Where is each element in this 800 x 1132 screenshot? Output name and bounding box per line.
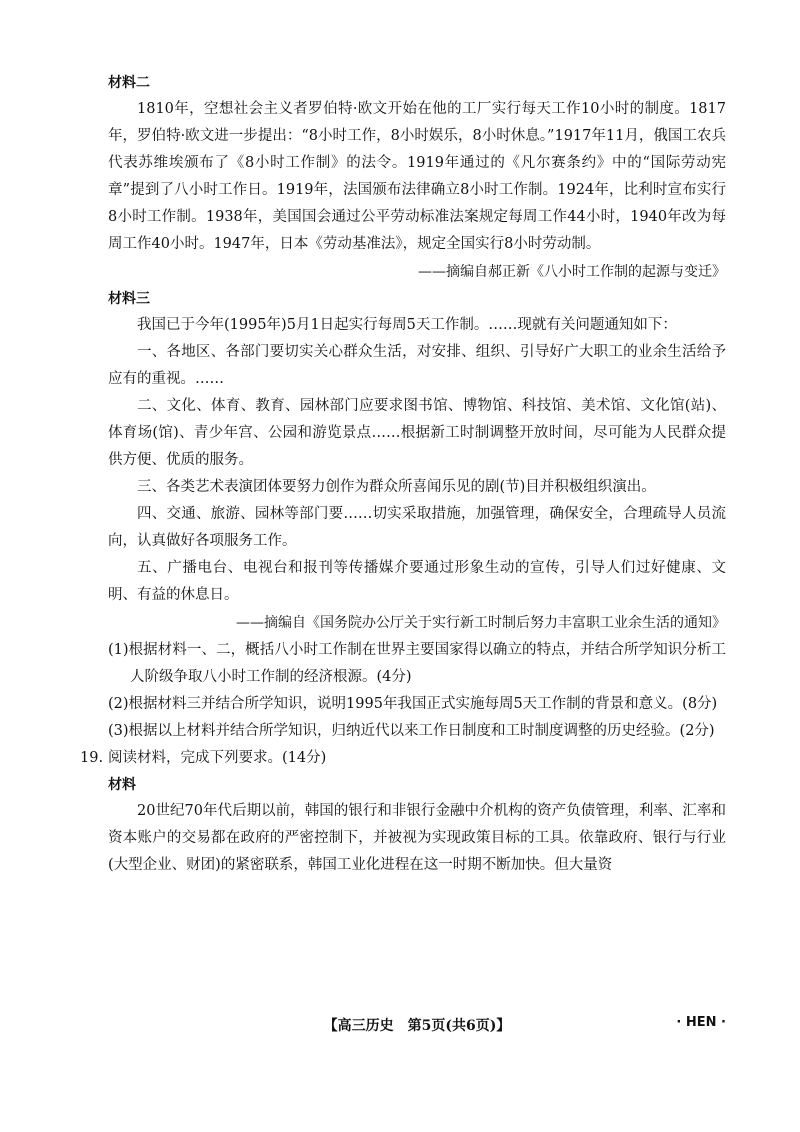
question-19-material-paragraph: 20世纪70年代后期以前，韩国的银行和非银行金融中介机构的资产负债管理，利率、汇率和资本账户的交易都在政府的严密控制下，并被视为实现政策目标的工具。依靠政府、银行与行业(大型企业、财团)的紧密联系，韩国工业化进程在这一时期不断加快。但大量资 (108, 803, 726, 873)
question-3: (3)根据以上材料并结合所学知识，归纳近代以来工作日制度和工时制度调整的历史经验。(2分) (108, 723, 715, 739)
page-footer (108, 1015, 726, 1039)
footer-code: · HEN · (676, 1015, 726, 1030)
page-content (80, 70, 726, 879)
question-19-prompt: 阅读材料，完成下列要求。(14分) (108, 750, 327, 766)
material2-heading: 材料二 (108, 75, 150, 91)
material2-paragraph: 1810年，空想社会主义者罗伯特·欧文开始在他的工厂实行每天工作10小时的制度。1817年，罗伯特·欧文进一步提出：“8小时工作，8小时娱乐，8小时休息。”1917年11月，俄国工农兵代表苏维埃颁布了《8小时工作制》的法令。1919年通过的《凡尔赛条约》中的“国际劳动宪章”提到了八小时工作日。1919年，法国颁布法律确立8小时工作制。1924年，比利时宣布实行8小时工作制。1938年，美国国会通过公平劳动标准法案规定每周工作44小时，1940年改为每周工作40小时。1947年，日本《劳动基准法》，规定全国实行8小时劳动制。 (108, 101, 726, 252)
material3-item-3: 三、各类艺术表演团体要努力创作为群众所喜闻乐见的剧(节)目并积极组织演出。 (137, 479, 656, 495)
material3-source: ——摘编自《国务院办公厅关于实行新工时制后努力丰富职工业余生活的通知》 (236, 615, 726, 631)
material3-item-4: 四、交通、旅游、园林等部门要……切实采取措施，加强管理，确保安全，合理疏导人员流向，认真做好各项服务工作。 (108, 506, 726, 549)
question-19-number: 19. (80, 750, 104, 766)
material3-item-2: 二、文化、体育、教育、园林部门应要求图书馆、博物馆、科技馆、美术馆、文化馆(站)、体育场(馆)、青少年宫、公园和游览景点……根据新工时制调整开放时间，尽可能为人民群众提供方便、优质的服务。 (108, 398, 726, 468)
question-2: (2)根据材料三并结合所学知识，说明1995年我国正式实施每周5天工作制的背景和意义。(8分) (108, 696, 718, 712)
material2-source: ——摘编自郝正新《八小时工作制的起源与变迁》 (418, 264, 726, 280)
material3-intro: 我国已于今年(1995年)5月1日起实行每周5天工作制。……现就有关问题通知如下： (137, 317, 677, 333)
question-19-material-heading: 材料 (108, 777, 136, 793)
material3-item-5: 五、广播电台、电视台和报刊等传播媒介要通过形象生动的宣传，引导人们过好健康、文明、有益的休息日。 (108, 560, 726, 603)
material3-heading: 材料三 (108, 291, 150, 307)
footer-page-info: 【高三历史 第5页(共6页)】 (323, 1018, 511, 1034)
question-19-prompt-line (80, 745, 726, 772)
question-1: (1)根据材料一、二，概括八小时工作制在世界主要国家得以确立的特点，并结合所学知识分析工人阶级争取八小时工作制的经济根源。(4分) (108, 642, 726, 685)
material3-item-1: 一、各地区、各部门要切实关心群众生活，对安排、组织、引导好广大职工的业余生活给予应有的重视。…… (108, 344, 726, 387)
